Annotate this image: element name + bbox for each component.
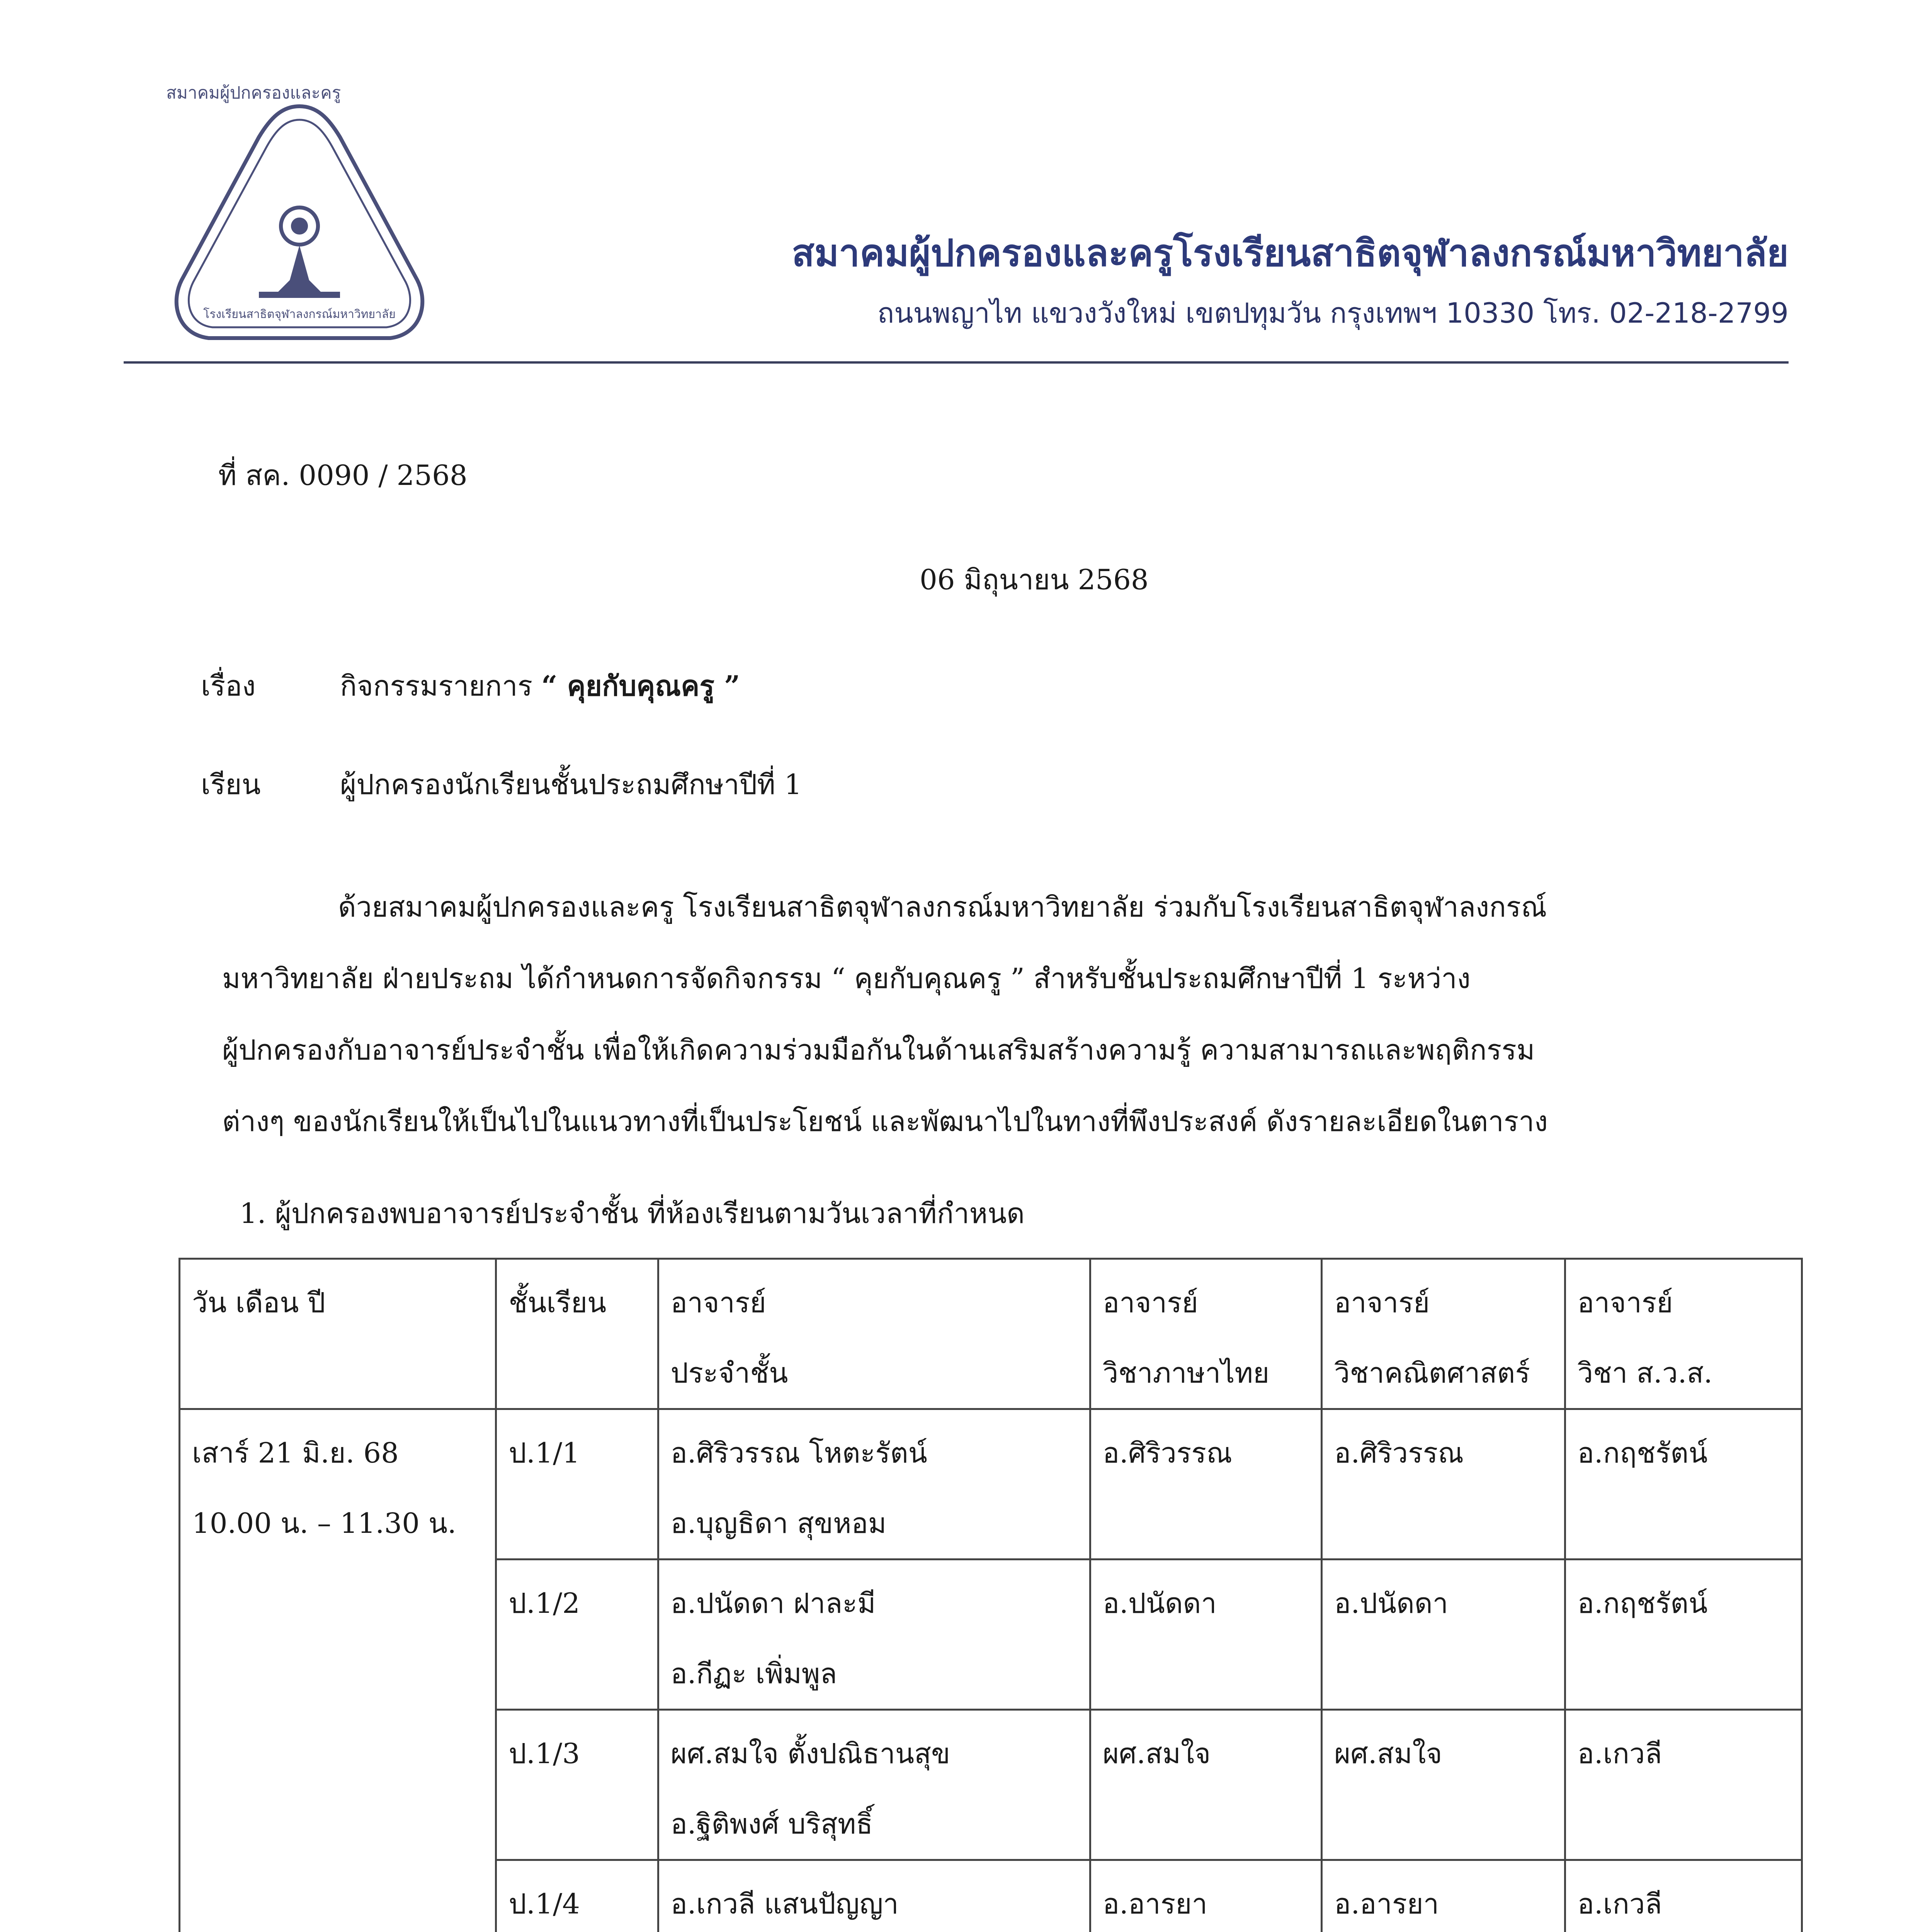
seal-bottom-text: โรงเรียนสาธิตจุฬาลงกรณ์มหาวิทยาลัย [203, 308, 396, 321]
seal-top-text: สมาคมผู้ปกครองและครู [166, 83, 341, 103]
math-cell: ผศ.สมใจ [1322, 1710, 1565, 1860]
subject-value [340, 665, 740, 707]
organization-address: ถนนพญาไท แขวงวังใหม่ เขตปทุมวัน กรุงเทพฯ 10330 โทร. 02-218-2799 [877, 297, 1789, 329]
body-line: ด้วยสมาคมผู้ปกครองและครู โรงเรียนสาธิตจุฬาลงกรณ์มหาวิทยาลัย ร่วมกับโรงเรียนสาธิตจุฬาลงกรณ์ [338, 891, 1547, 923]
header-date: วัน เดือน ปี [180, 1259, 496, 1409]
thai-cell: ผศ.สมใจ [1090, 1710, 1321, 1860]
class-cell: ป.1/3 [496, 1710, 658, 1860]
science-cell: อ.เกวลี [1565, 1860, 1802, 1932]
letterhead-divider [124, 361, 1789, 364]
letter-date: 06 มิถุนายน 2568 [920, 563, 1149, 596]
math-cell: อ.อารยา [1322, 1860, 1565, 1932]
organization-name: สมาคมผู้ปกครองและครูโรงเรียนสาธิตจุฬาลงกรณ์มหาวิทยาลัย [792, 231, 1789, 275]
thai-cell: อ.อารยา [1090, 1860, 1321, 1932]
date-cell: เสาร์ 21 มิ.ย. 68 10.00 น. – 11.30 น. [180, 1409, 496, 1932]
math-cell: อ.ศิริวรรณ [1322, 1409, 1565, 1560]
subject-text: กิจกรรมรายการ [340, 670, 542, 702]
homeroom-cell: ผศ.สมใจ ตั้งปณิธานสุข อ.ฐิติพงศ์ บริสุทธิ์ [658, 1710, 1090, 1860]
header-class: ชั้นเรียน [496, 1259, 658, 1409]
class-cell: ป.1/4 [496, 1860, 658, 1932]
thai-cell: อ.ศิริวรรณ [1090, 1409, 1321, 1560]
point-1: 1. ผู้ปกครองพบอาจารย์ประจำชั้น ที่ห้องเรียนตามวันเวลาที่กำหนด [240, 1197, 1025, 1230]
recipient-label: เรียน [201, 768, 261, 801]
header-science: อาจารย์ วิชา ส.ว.ส. [1565, 1259, 1802, 1409]
homeroom-cell: อ.ศิริวรรณ โหตะรัตน์ อ.บุญธิดา สุขหอม [658, 1409, 1090, 1560]
homeroom-cell: อ.ปนัดดา ฝาละมี อ.กีฏะ เพิ่มพูล [658, 1560, 1090, 1710]
class-cell: ป.1/1 [496, 1409, 658, 1560]
header-thai: อาจารย์ วิชาภาษาไทย [1090, 1259, 1321, 1409]
science-cell: อ.กฤชรัตน์ [1565, 1409, 1802, 1560]
body-line: ต่างๆ ของนักเรียนให้เป็นไปในแนวทางที่เป็นประโยชน์ และพัฒนาไปในทางที่พึงประสงค์ ดังรายละเอียดในตาราง [222, 1105, 1548, 1138]
thai-cell: อ.ปนัดดา [1090, 1560, 1321, 1710]
homeroom-cell: อ.เกวลี แสนปัญญา [658, 1860, 1090, 1932]
class-cell: ป.1/2 [496, 1560, 658, 1710]
body-line: มหาวิทยาลัย ฝ่ายประถม ได้กำหนดการจัดกิจกรรม “ คุยกับคุณครู ” สำหรับชั้นประถมศึกษาปีที่ 1 ระหว่าง [222, 962, 1471, 995]
association-seal-icon [166, 83, 433, 350]
recipient-value: ผู้ปกครองนักเรียนชั้นประถมศึกษาปีที่ 1 [340, 768, 802, 801]
science-cell: อ.กฤชรัตน์ [1565, 1560, 1802, 1710]
table-header-row [180, 1259, 1802, 1409]
header-math: อาจารย์ วิชาคณิตศาสตร์ [1322, 1259, 1565, 1409]
header-homeroom: อาจารย์ ประจำชั้น [658, 1259, 1090, 1409]
subject-quote: “ คุยกับคุณครู ” [541, 669, 740, 702]
schedule-table [179, 1258, 1803, 1932]
math-cell: อ.ปนัดดา [1322, 1560, 1565, 1710]
letterhead [629, 226, 1789, 334]
reference-number: ที่ สค. 0090 / 2568 [218, 459, 468, 492]
body-line: ผู้ปกครองกับอาจารย์ประจำชั้น เพื่อให้เกิดความร่วมมือกันในด้านเสริมสร้างความรู้ ความสามารถและพฤติกรรม [222, 1034, 1535, 1066]
table-row [180, 1409, 1802, 1560]
science-cell: อ.เกวลี [1565, 1710, 1802, 1860]
letter-body [222, 871, 1802, 1157]
subject-label: เรื่อง [201, 670, 256, 702]
